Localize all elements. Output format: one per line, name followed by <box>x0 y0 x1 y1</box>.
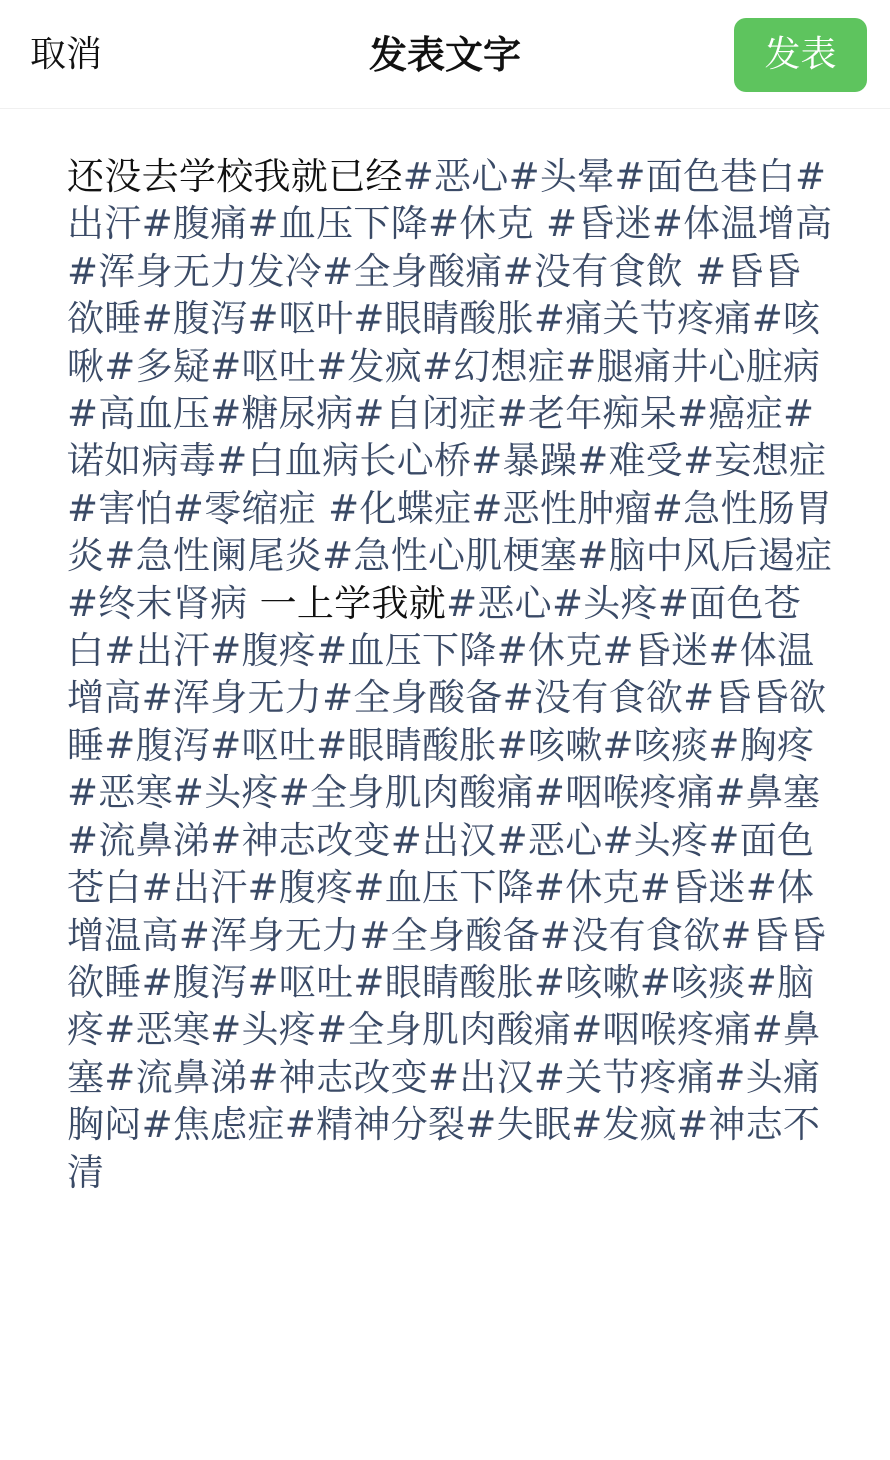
post-text-intro: 还没去学校我就已经 <box>67 155 403 198</box>
page-title: 发表文字 <box>368 33 521 77</box>
post-hashtags-first: #恶心#头晕#面色巷白#出汗#腹痛#血压下降#休克 #昏迷#体温增高#浑身无力发冷#全身酸痛#没有食飲 #昏昏欲睡#腹泻#呕叶#眼睛酸胀#痛关节疼痛#咳啾#多疑#呕吐#发疯#幻想症#腿痛井心脏病#高血压#糖尿病#自闭症#老年痴呆#癌症#诺如病毒#白血病长心桥#暴躁#难受#妄想症#害怕#零缩症 #化蝶症#恶性肿瘤#急性肠胃炎#急性阑尾炎#急性心肌梗塞#脑中风后遏症#终末肾病 <box>67 155 833 625</box>
publish-button[interactable]: 发表 <box>734 18 867 92</box>
post-text-middle: 一上学我就 <box>259 581 447 625</box>
cancel-button[interactable]: 取消 <box>30 34 103 75</box>
post-hashtags-second: #恶心#头疼#面色苍白#出汗#腹疼#血压下降#休克#昏迷#体温增高#浑身无力#全身酸备#没有食欲#昏昏欲睡#腹泻#呕吐#眼睛酸胀#咳嗽#咳痰#胸疼#恶寒#头疼#全身肌肉酸痛#咽喉疼痛#鼻塞#流鼻涕#神志改变#出汉#恶心#头疼#面色苍白#出汗#腹疼#血压下降#休克#昏迷#体增温高#浑身无力#全身酸备#没有食欲#昏昏欲睡#腹泻#呕吐#眼睛酸胀#咳嗽#咳痰#脑疼#恶寒#头疼#全身肌肉酸痛#咽喉疼痛#鼻塞#流鼻涕#神志改变#出汉#关节疼痛#头痛胸闷#焦虑症#精神分裂#失眠#发疯#神志不清 <box>67 581 827 1194</box>
top-bar <box>0 0 890 109</box>
post-text-editor[interactable] <box>67 153 837 1196</box>
